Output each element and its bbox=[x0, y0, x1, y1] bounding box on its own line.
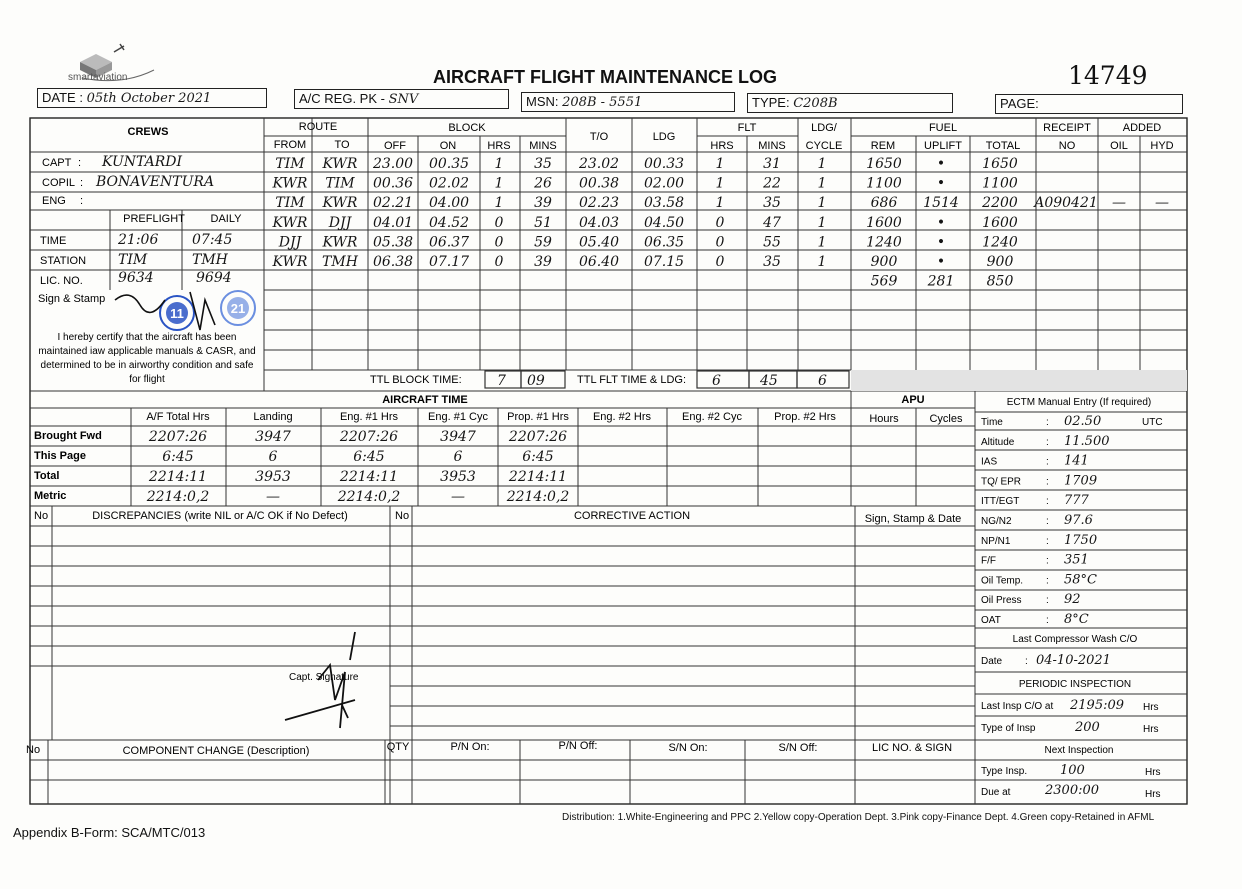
ectm-label: IAS bbox=[981, 456, 998, 468]
ectm-label: ITT/EGT bbox=[981, 496, 1020, 508]
next-type-unit: Hrs bbox=[1145, 767, 1161, 778]
flight-row-rem: 900 bbox=[870, 254, 898, 270]
flight-row-off: 00.36 bbox=[372, 175, 414, 192]
ldg-cycle-header-2: CYCLE bbox=[805, 140, 843, 152]
ectm-colon: : bbox=[1046, 535, 1049, 547]
ttl-block-label: TTL BLOCK TIME: bbox=[370, 374, 462, 386]
aircraft-time-columns bbox=[146, 411, 836, 423]
apu-hours: Hours bbox=[869, 413, 899, 425]
comp-desc-label: COMPONENT CHANGE (Description) bbox=[122, 745, 310, 757]
ectm-value: 141 bbox=[1064, 453, 1089, 469]
ectm-colon: : bbox=[1046, 555, 1049, 567]
apu-title: APU bbox=[901, 394, 925, 406]
aircraft-time-col-header: Eng. #1 Cyc bbox=[428, 411, 488, 423]
flight-row-cycle: 1 bbox=[817, 175, 827, 192]
aircraft-time-value: 2214:0,2 bbox=[337, 489, 401, 505]
flight-row-hrs: 0 bbox=[494, 234, 504, 251]
flight-row-rem: 686 bbox=[870, 195, 898, 212]
msn-label: MSN: bbox=[526, 94, 559, 109]
flight-row-ldg: 00.33 bbox=[643, 156, 685, 172]
aircraft-time-row-label: Total bbox=[34, 470, 60, 482]
ectm-label: F/F bbox=[981, 555, 996, 567]
ectm-title: ECTM Manual Entry (If required) bbox=[1006, 397, 1152, 408]
flight-row-from: TIM bbox=[275, 156, 305, 172]
ectm-colon: : bbox=[1046, 575, 1049, 587]
aircraft-time-value: 2214:0,2 bbox=[146, 489, 210, 505]
aircraft-time-row-label: Metric bbox=[34, 490, 67, 502]
ldg-cycle-header-1: LDG/ bbox=[811, 122, 837, 134]
disc-sign-label: Sign, Stamp & Date bbox=[864, 513, 962, 525]
flight-row-flt_hrs: 1 bbox=[715, 195, 725, 212]
flight-row-uplift: • bbox=[936, 234, 946, 251]
aircraft-time-value: 3953 bbox=[440, 469, 476, 485]
type-insp-value: 200 bbox=[1075, 720, 1100, 735]
flight-row-to: KWR bbox=[322, 156, 358, 172]
ectm-label: Time bbox=[981, 417, 1003, 428]
flt-mins-header: MINS bbox=[758, 140, 786, 152]
flight-row-cycle: 1 bbox=[817, 254, 827, 270]
comp-sn-off: S/N Off: bbox=[778, 742, 818, 754]
flight-row-flt_mins: 55 bbox=[763, 234, 781, 251]
lic-preflight: 9634 bbox=[118, 270, 154, 286]
flight-row-off: 06.38 bbox=[372, 254, 414, 270]
aircraft-time-value: 3947 bbox=[255, 429, 291, 445]
flight-row-to: TIM bbox=[325, 175, 355, 192]
aircraft-time-value: 6:45 bbox=[353, 449, 385, 465]
certify-line-4: for flight bbox=[129, 374, 165, 385]
flight-row-flt_mins: 22 bbox=[763, 175, 781, 192]
ectm-rows bbox=[981, 414, 1163, 627]
flight-row-from: DJJ bbox=[278, 234, 302, 251]
off-header: OFF bbox=[384, 140, 406, 152]
aircraft-time-value: — bbox=[451, 489, 465, 505]
ttl-ldg: 6 bbox=[818, 373, 827, 389]
corr-label: CORRECTIVE ACTION bbox=[573, 510, 691, 522]
page-label: PAGE: bbox=[1000, 96, 1039, 111]
block-header: BLOCK bbox=[448, 122, 486, 134]
flight-row-uplift: 1514 bbox=[923, 195, 959, 212]
flight-row-mins: 59 bbox=[534, 234, 552, 251]
time-preflight: 21:06 bbox=[118, 232, 159, 248]
flight-row-hrs: 1 bbox=[494, 175, 504, 192]
flight-row-total: 900 bbox=[986, 254, 1014, 270]
flight-row-ldg: 06.35 bbox=[643, 234, 685, 251]
flight-row-ldg: 07.15 bbox=[643, 254, 685, 270]
ectm-value: 58°C bbox=[1064, 572, 1097, 588]
flight-row-cycle: 1 bbox=[817, 195, 827, 212]
disc-no-label: No bbox=[34, 510, 49, 522]
flight-row-on: 06.37 bbox=[428, 234, 470, 251]
ectm-label: Altitude bbox=[981, 436, 1015, 448]
ectm-value: 1750 bbox=[1064, 532, 1098, 548]
ectm-colon: : bbox=[1046, 436, 1049, 448]
ectm-label: NG/N2 bbox=[981, 516, 1012, 527]
flight-row-to: TMH bbox=[322, 254, 358, 270]
flight-row-flt_hrs: 1 bbox=[715, 156, 725, 172]
flight-row-mins: 39 bbox=[534, 254, 552, 270]
from-header: FROM bbox=[273, 139, 307, 151]
type-insp-label: Type of Insp bbox=[981, 723, 1036, 734]
flight-row-rem: 1650 bbox=[866, 156, 902, 172]
ectm-value: 1709 bbox=[1064, 473, 1098, 489]
flight-row-on: 00.35 bbox=[428, 156, 470, 172]
flight-row-cycle: 1 bbox=[817, 234, 827, 251]
flight-row-hrs: 1 bbox=[494, 195, 504, 212]
rem-header: REM bbox=[870, 140, 896, 152]
on-header: ON bbox=[439, 140, 457, 152]
flight-row-uplift: • bbox=[936, 254, 946, 270]
uplift-header: UPLIFT bbox=[924, 140, 962, 152]
lic-label: LIC. NO. bbox=[40, 275, 83, 287]
mins-header: MINS bbox=[529, 140, 557, 152]
ectm-colon: : bbox=[1046, 595, 1049, 607]
last-insp-value: 2195:09 bbox=[1070, 698, 1125, 713]
due-value: 2300:00 bbox=[1045, 783, 1100, 798]
flight-row-total: 2200 bbox=[982, 195, 1018, 212]
aircraft-time-value: 3953 bbox=[255, 469, 291, 485]
flight-row-on: 07.17 bbox=[428, 254, 470, 270]
flight-row-mins: 26 bbox=[534, 175, 552, 192]
ectm-colon: : bbox=[1046, 615, 1049, 626]
aircraft-time-col-header: Eng. #2 Cyc bbox=[682, 411, 742, 423]
ectm-label: OAT bbox=[981, 615, 1001, 626]
ttl-flt-mins: 45 bbox=[760, 373, 778, 389]
crews-title: CREWS bbox=[127, 126, 169, 138]
comp-sn-on: S/N On: bbox=[668, 742, 708, 754]
flight-row-flt_mins: 35 bbox=[763, 254, 781, 270]
periodic-title: PERIODIC INSPECTION bbox=[1018, 679, 1132, 690]
certify-line-3: determined to be in airworthy condition and safe bbox=[40, 360, 254, 371]
flight-row-rem: 1600 bbox=[866, 214, 902, 231]
flight-row-hrs: 0 bbox=[494, 254, 504, 270]
flight-row-total: 1240 bbox=[982, 234, 1018, 251]
stamp-icon bbox=[160, 291, 255, 330]
flight-row-rem: 1240 bbox=[866, 234, 902, 251]
last-insp-unit: Hrs bbox=[1143, 702, 1159, 713]
type-insp-unit: Hrs bbox=[1143, 724, 1159, 735]
aircraft-time-value: 6 bbox=[268, 449, 278, 465]
flight-row-from: KWR bbox=[272, 175, 308, 192]
flight-row-cycle: 1 bbox=[817, 214, 827, 231]
next-type-label: Type Insp. bbox=[981, 766, 1028, 777]
flight-row-to_time: 00.38 bbox=[578, 175, 620, 192]
aircraft-time-value: 2214:0,2 bbox=[506, 489, 570, 505]
flight-row-off: 05.38 bbox=[372, 234, 414, 251]
added-header: ADDED bbox=[1122, 122, 1162, 134]
aircraft-time-value: 6 bbox=[453, 449, 463, 465]
hyd-header: HYD bbox=[1150, 140, 1174, 152]
flight-row-to_time: 04.03 bbox=[578, 214, 620, 231]
capt-colon: : bbox=[78, 157, 82, 169]
ectm-value: 351 bbox=[1064, 552, 1089, 568]
aircraft-time-value: 2214:11 bbox=[508, 469, 568, 485]
flight-row-flt_hrs: 0 bbox=[715, 254, 725, 270]
flight-row-from: KWR bbox=[272, 214, 308, 231]
copil-colon: : bbox=[80, 177, 84, 189]
type-value: C208B bbox=[793, 96, 838, 111]
flight-row-mins: 51 bbox=[534, 214, 552, 231]
last-insp-label: Last Insp C/O at bbox=[981, 701, 1054, 712]
capt-value: KUNTARDI bbox=[102, 154, 182, 170]
copil-value: BONAVENTURA bbox=[96, 174, 215, 190]
total-header: TOTAL bbox=[985, 140, 1021, 152]
oil-header: OIL bbox=[1110, 140, 1128, 152]
to-header: TO bbox=[334, 139, 350, 151]
ectm-label: NP/N1 bbox=[981, 535, 1011, 547]
ectm-colon: : bbox=[1046, 417, 1049, 428]
ectm-value: 97.6 bbox=[1064, 513, 1093, 528]
flight-row-on: 04.52 bbox=[428, 214, 470, 231]
aircraft-time-col-header: Prop. #1 Hrs bbox=[507, 411, 569, 423]
flight-row-from: TIM bbox=[275, 195, 305, 212]
flight-row-to: DJJ bbox=[328, 214, 352, 231]
flight-row-uplift: • bbox=[936, 214, 946, 231]
capt-sig-label: Capt. Signature bbox=[289, 672, 359, 683]
ectm-value: 777 bbox=[1064, 493, 1089, 509]
flight-row-to_time: 06.40 bbox=[578, 254, 620, 270]
ectm-colon: : bbox=[1046, 456, 1049, 468]
ectm-colon: : bbox=[1046, 476, 1049, 488]
flight-row-mins: 35 bbox=[534, 156, 552, 172]
lic-daily: 9694 bbox=[196, 270, 232, 286]
aircraft-time-value: 2207:26 bbox=[508, 429, 568, 445]
ectm-unit: UTC bbox=[1142, 417, 1163, 428]
ttl-flt-label: TTL FLT TIME & LDG: bbox=[577, 374, 687, 386]
flight-row-to_time: 05.40 bbox=[578, 234, 620, 251]
next-type-value: 100 bbox=[1060, 763, 1085, 778]
aircraft-time-row-label: This Page bbox=[34, 450, 86, 462]
due-unit: Hrs bbox=[1145, 789, 1161, 800]
ttl-flt-hrs: 6 bbox=[712, 373, 721, 389]
ttl-block-mins: 09 bbox=[527, 373, 545, 389]
stamp-number-1: 11 bbox=[170, 306, 184, 321]
due-label: Due at bbox=[981, 787, 1011, 798]
aircraft-time-row-label: Brought Fwd bbox=[34, 430, 102, 442]
flight-row-mins: 39 bbox=[534, 195, 552, 212]
station-label: STATION bbox=[40, 255, 87, 267]
msn-value: 208B - 5551 bbox=[562, 95, 643, 110]
flight-row-on: 04.00 bbox=[428, 195, 470, 212]
aircraft-time-title: AIRCRAFT TIME bbox=[382, 394, 468, 406]
corr-no-label: No bbox=[395, 510, 410, 522]
aircraft-time-rows bbox=[34, 429, 569, 505]
ectm-label: Oil Press bbox=[981, 595, 1022, 607]
flight-row-flt_hrs: 1 bbox=[715, 175, 725, 192]
capt-label: CAPT bbox=[42, 157, 72, 169]
flight-row-flt_mins: 47 bbox=[763, 214, 781, 231]
aircraft-time-value: 6:45 bbox=[522, 449, 554, 465]
aircraft-time-value: 2214:11 bbox=[339, 469, 399, 485]
flight-row-ldg: 02.00 bbox=[643, 175, 685, 192]
ectm-colon: : bbox=[1046, 496, 1049, 508]
comp-lic-sign: LIC NO. & SIGN bbox=[871, 742, 953, 754]
appendix-label: Appendix B-Form: SCA/MTC/013 bbox=[13, 825, 206, 840]
flight-row-total: 1650 bbox=[982, 156, 1018, 172]
eng-label: ENG bbox=[42, 195, 66, 207]
flight-row-to_time: 23.02 bbox=[578, 156, 620, 172]
flight-row-flt_hrs: 0 bbox=[715, 234, 725, 251]
aircraft-time-col-header: A/F Total Hrs bbox=[146, 411, 210, 423]
aircraft-time-col-header: Landing bbox=[253, 411, 293, 423]
preflight-label: PREFLIGHT bbox=[123, 213, 185, 225]
logo-text: smartaviation bbox=[68, 72, 128, 83]
comp-pn-off: P/N Off: bbox=[558, 740, 598, 752]
flight-row-on: 02.02 bbox=[428, 175, 470, 192]
station-daily: TMH bbox=[192, 252, 228, 268]
time-label: TIME bbox=[40, 235, 67, 247]
ectm-label: TQ/ EPR bbox=[981, 476, 1022, 488]
aircraft-time-value: 6:45 bbox=[162, 449, 194, 465]
wash-colon: : bbox=[1025, 656, 1028, 667]
flight-row-uplift: 281 bbox=[927, 273, 955, 290]
flight-row-total: 850 bbox=[986, 273, 1014, 290]
flight-row-rem: 1100 bbox=[866, 175, 902, 192]
sign-stamp-label: Sign & Stamp bbox=[38, 293, 106, 305]
flight-row-rem: 569 bbox=[870, 273, 898, 290]
comp-no-label: No bbox=[26, 744, 41, 756]
next-title: Next Inspection bbox=[1044, 745, 1114, 756]
fuel-header: FUEL bbox=[928, 122, 958, 134]
stamp-number-2: 21 bbox=[230, 301, 246, 316]
reg-value: SNV bbox=[388, 92, 419, 107]
flight-row-off: 04.01 bbox=[372, 214, 414, 231]
flight-row-flt_hrs: 0 bbox=[715, 214, 725, 231]
flight-row-uplift: • bbox=[936, 175, 946, 192]
aircraft-time-col-header: Eng. #1 Hrs bbox=[339, 411, 399, 423]
flight-row-total: 1100 bbox=[982, 175, 1018, 192]
aircraft-time-col-header: Eng. #2 Hrs bbox=[592, 411, 652, 423]
flight-row-ldg: 03.58 bbox=[643, 195, 685, 212]
hrs-header: HRS bbox=[487, 140, 511, 152]
flight-row-ldg: 04.50 bbox=[643, 214, 685, 231]
reg-label: A/C REG. PK - bbox=[299, 91, 385, 106]
type-label: TYPE: bbox=[752, 95, 790, 110]
certify-line-1: I hereby certify that the aircraft has been bbox=[57, 332, 237, 343]
flight-row-cycle: 1 bbox=[817, 156, 827, 172]
route-header: ROUTE bbox=[298, 121, 338, 133]
aircraft-time-value: 2207:26 bbox=[339, 429, 399, 445]
flight-row-flt_mins: 35 bbox=[763, 195, 781, 212]
flight-row-total: 1600 bbox=[982, 214, 1018, 231]
ectm-value: 92 bbox=[1064, 592, 1081, 608]
flight-row-to_time: 02.23 bbox=[578, 195, 620, 212]
form-title: AIRCRAFT FLIGHT MAINTENANCE LOG bbox=[433, 67, 777, 87]
comp-qty-label: QTY bbox=[386, 741, 410, 753]
apu-cycles: Cycles bbox=[929, 413, 963, 425]
flight-row-hyd: — bbox=[1155, 195, 1169, 212]
shaded-block bbox=[851, 370, 1187, 391]
ttl-block-hrs: 7 bbox=[497, 373, 506, 389]
flight-row-from: KWR bbox=[272, 254, 308, 270]
station-preflight: TIM bbox=[118, 252, 148, 268]
time-daily: 07:45 bbox=[192, 232, 233, 248]
wash-title: Last Compressor Wash C/O bbox=[1012, 634, 1138, 645]
ectm-value: 11.500 bbox=[1064, 433, 1110, 449]
date-value: 05th October 2021 bbox=[86, 91, 212, 106]
ectm-colon: : bbox=[1046, 516, 1049, 527]
flight-row-uplift: • bbox=[936, 156, 946, 172]
receipt-header: RECEIPT bbox=[1043, 122, 1091, 134]
aircraft-time-value: — bbox=[266, 489, 280, 505]
ectm-label: Oil Temp. bbox=[981, 575, 1024, 587]
comp-pn-on: P/N On: bbox=[450, 741, 490, 753]
wash-date-value: 04-10-2021 bbox=[1036, 653, 1111, 668]
aircraft-time-col-header: Prop. #2 Hrs bbox=[774, 411, 836, 423]
receipt-no-header: NO bbox=[1058, 140, 1076, 152]
distribution-note: Distribution: 1.White-Engineering and PPC 2.Yellow copy-Operation Dept. 3.Pink copy-Finance Dept. 4.Green copy-Retained in AFML bbox=[562, 812, 1155, 823]
daily-label: DAILY bbox=[210, 213, 242, 225]
aircraft-time-value: 3947 bbox=[440, 429, 476, 445]
aircraft-time-value: 2207:26 bbox=[148, 429, 208, 445]
certify-line-2: maintained iaw applicable manuals & CASR, and bbox=[38, 346, 256, 357]
disc-label: DISCREPANCIES (write NIL or A/C OK if No Defect) bbox=[92, 510, 348, 522]
flt-header: FLT bbox=[737, 122, 757, 134]
flight-row-oil: — bbox=[1112, 195, 1126, 212]
eng-colon: : bbox=[80, 195, 84, 207]
ectm-value: 02.50 bbox=[1064, 414, 1102, 429]
copil-label: COPIL bbox=[42, 177, 76, 189]
flight-row-receipt: A090421 bbox=[1034, 195, 1098, 212]
flight-row-hrs: 1 bbox=[494, 156, 504, 172]
serial-number: 14749 bbox=[1068, 61, 1148, 90]
flt-hrs-header: HRS bbox=[710, 140, 734, 152]
wash-date-label: Date bbox=[981, 656, 1003, 667]
flight-row-off: 02.21 bbox=[372, 195, 414, 212]
ectm-value: 8°C bbox=[1064, 612, 1089, 627]
aircraft-time-value: 2214:11 bbox=[148, 469, 208, 485]
flight-row-flt_mins: 31 bbox=[763, 156, 781, 172]
flight-row-to: KWR bbox=[322, 234, 358, 251]
to-time-header: T/O bbox=[589, 131, 609, 143]
flight-row-off: 23.00 bbox=[372, 156, 414, 172]
ldg-header: LDG bbox=[652, 131, 676, 143]
flight-row-hrs: 0 bbox=[494, 214, 504, 231]
flight-row-to: KWR bbox=[322, 195, 358, 212]
date-label: DATE : bbox=[42, 90, 83, 105]
